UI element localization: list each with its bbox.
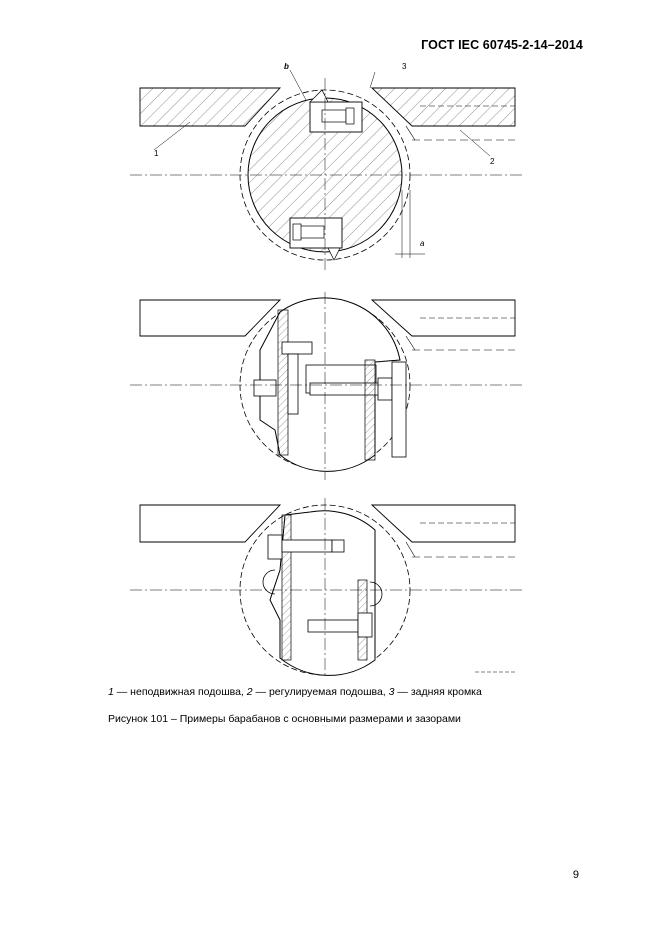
key-text-2: — регулируемая подошва, [252, 686, 389, 698]
drum-figure [130, 60, 530, 680]
key-num-2: 2 [246, 686, 253, 698]
label-2: 2 [490, 157, 495, 166]
fixed-sole-2 [140, 300, 280, 336]
key-num-3: 3 [388, 686, 395, 698]
key-num-1: 1 [108, 686, 114, 698]
label-a: a [420, 239, 425, 248]
drum-drawing-3 [130, 498, 525, 675]
drum-drawing-1 [130, 62, 525, 270]
figure-caption: Рисунок 101 – Примеры барабанов с основными размерами и зазорами [108, 713, 461, 725]
figure-key [108, 686, 482, 698]
key-text-1: — неподвижная подошва, [113, 686, 247, 698]
fixed-sole-1 [140, 88, 280, 126]
key-text-3: — задняя кромка [394, 686, 482, 698]
adjustable-sole-3 [372, 505, 515, 542]
label-1: 1 [154, 149, 159, 158]
adjustable-sole-1 [372, 88, 515, 126]
label-3: 3 [402, 62, 407, 71]
document-header: ГОСТ IEC 60745-2-14–2014 [421, 38, 583, 52]
page-number: 9 [572, 869, 579, 881]
label-b: b [284, 62, 289, 71]
drum-drawing-2 [130, 292, 525, 480]
